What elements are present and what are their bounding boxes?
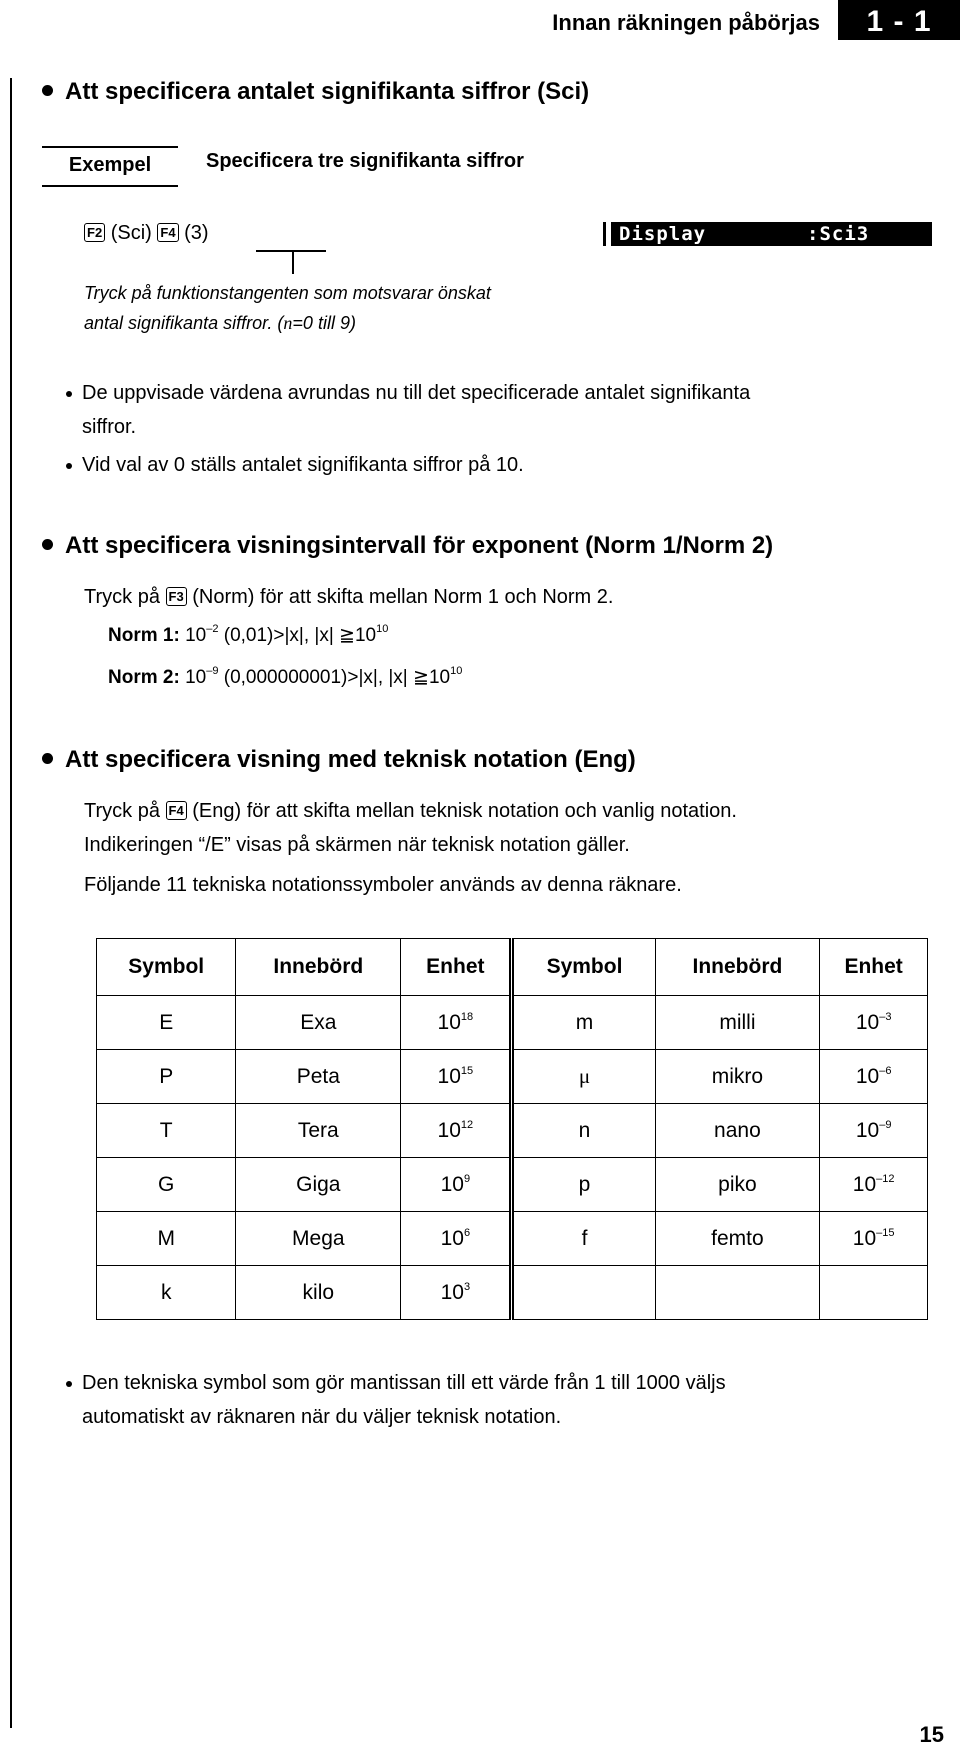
norm2-formula: Norm 2: $10^{-9}$ (0,000000001)>|x|, |x| $≧10^{10}$ bbox=[108, 665, 463, 688]
key-sequence: F2 (Sci) F4 (3) bbox=[84, 216, 209, 250]
f4-key-icon: F4 bbox=[157, 223, 178, 242]
table-row: P Peta $10^{15}$ μ mikro $10^{-6}$ bbox=[97, 1050, 928, 1104]
bullet-dot-icon bbox=[42, 85, 53, 96]
callout-pointer bbox=[292, 250, 294, 274]
note-bullet-rounding: De uppvisade värdena avrundas nu till det specificerade antalet signifikanta siffror. bbox=[82, 376, 750, 444]
callout-bracket bbox=[256, 250, 326, 252]
left-margin-rule bbox=[10, 78, 12, 1728]
bullet-dot-icon bbox=[42, 753, 53, 764]
note-bullet-zero: Vid val av 0 ställs antalet signifikanta siffror på 10. bbox=[82, 448, 524, 482]
norm-instruction: Tryck på F3 (Norm) för att skifta mellan Norm 1 och Norm 2. bbox=[84, 586, 614, 608]
notation-symbol-table bbox=[96, 938, 928, 1320]
f2-key-icon: F2 bbox=[84, 223, 105, 242]
table-row: M Mega $10^6$ f femto $10^{-15}$ bbox=[97, 1212, 928, 1266]
note-bullet-engineering: Den tekniska symbol som gör mantissan till ett värde från 1 till 1000 väljs automatiskt av räknaren när du väljer teknisk notation. bbox=[82, 1366, 726, 1434]
example-description: Specificera tre signifikanta siffror bbox=[206, 150, 524, 172]
table-row: G Giga $10^9$ p piko $10^{-12}$ bbox=[97, 1158, 928, 1212]
section-heading-eng: Att specificera visning med teknisk notation (Eng) bbox=[42, 746, 636, 774]
norm1-formula: Norm 1: $10^{-2}$ (0,01)>|x|, |x| $≧10^{10}$ bbox=[108, 623, 389, 646]
eng-instructions: Tryck på F4 (Eng) för att skifta mellan teknisk notation och vanlig notation. Indikeringen “/E” visas på skärmen när teknisk notation gäller. Följande 11 tekniska notationssymboler används av denna räknare. bbox=[84, 800, 737, 896]
table-header-row bbox=[97, 939, 928, 996]
table-row: k kilo $10^3$ bbox=[97, 1266, 928, 1320]
display-value: :Sci3 bbox=[807, 223, 870, 245]
chapter-title: Innan räkningen påbörjas bbox=[552, 10, 820, 35]
calculator-display bbox=[606, 222, 932, 246]
section-heading-sci: Att specificera antalet signifikanta siffror (Sci) bbox=[42, 78, 589, 106]
table-row: E Exa $10^{18}$ m milli $10^{-3}$ bbox=[97, 996, 928, 1050]
display-label: Display bbox=[619, 223, 707, 245]
table-header-cell: Symbol bbox=[512, 939, 655, 996]
f4-key-icon: F4 bbox=[166, 801, 187, 820]
table-header-cell: Symbol bbox=[97, 939, 236, 996]
page-code-badge: 1 - 1 bbox=[838, 0, 960, 40]
section-heading-norm: Att specificera visningsintervall för exponent (Norm 1/Norm 2) bbox=[42, 532, 773, 560]
key-note: Tryck på funktionstangenten som motsvarar önskat antal signifikanta siffror. (n=0 till 9) bbox=[84, 283, 491, 333]
table-header-cell: Innebörd bbox=[236, 939, 401, 996]
table-row: T Tera $10^{12}$ n nano $10^{-9}$ bbox=[97, 1104, 928, 1158]
f3-key-icon: F3 bbox=[166, 587, 187, 606]
table-header-cell: Enhet bbox=[401, 939, 512, 996]
page-number: 15 bbox=[919, 1722, 944, 1747]
example-label: Exempel bbox=[42, 146, 178, 187]
table-header-cell: Enhet bbox=[820, 939, 928, 996]
table-header-cell: Innebörd bbox=[655, 939, 820, 996]
bullet-dot-icon bbox=[42, 539, 53, 550]
